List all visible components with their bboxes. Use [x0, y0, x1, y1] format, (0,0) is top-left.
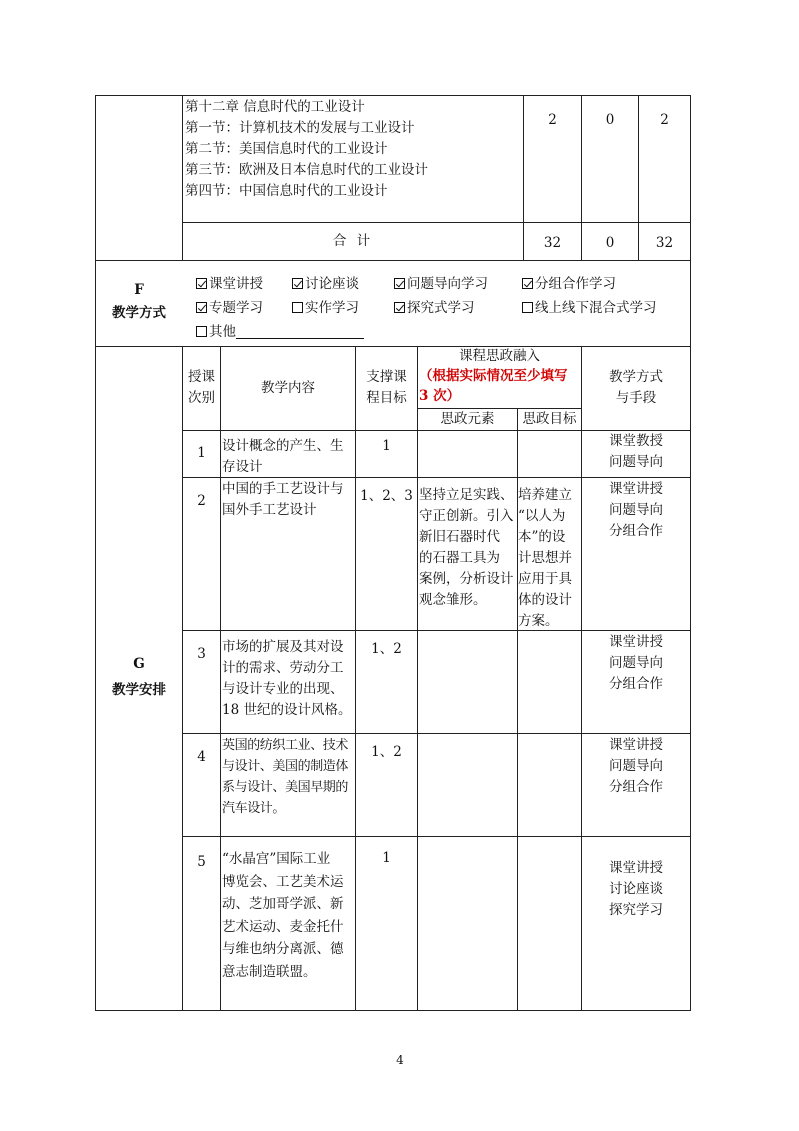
session-methods: 课堂讲授 讨论座谈 探究学习 — [609, 860, 663, 918]
session-number: 5 — [197, 854, 206, 870]
session-methods: 课堂教授 问题导向 — [609, 433, 663, 470]
method-option[interactable]: 实作学习 — [292, 298, 359, 319]
chapter-hours-total: 2 — [548, 112, 557, 128]
header-ideology-note: （根据实际情况至少填写 — [419, 368, 568, 384]
checkbox-checked-icon[interactable] — [196, 278, 207, 289]
session-number: 2 — [197, 493, 206, 509]
section-g-letter: G — [133, 656, 145, 672]
session-methods: 课堂讲授 问题导向 分组合作 — [609, 737, 663, 795]
chapter-section: 第四节：中国信息时代的工业设计 — [185, 183, 388, 199]
total-hours-theory: 32 — [655, 235, 674, 251]
checkbox-checked-icon[interactable] — [522, 278, 533, 289]
checkbox-checked-icon[interactable] — [196, 302, 207, 313]
session-methods: 课堂讲授 问题导向 分组合作 — [609, 481, 663, 539]
checkbox-checked-icon[interactable] — [394, 278, 405, 289]
chapter-section: 第一节：计算机技术的发展与工业设计 — [185, 120, 415, 136]
header-ideology-note: 3 次） — [419, 388, 461, 404]
method-option[interactable]: 探究式学习 — [394, 298, 475, 319]
checkbox-unchecked-icon[interactable] — [522, 302, 533, 313]
session-goal: 1、2、3 — [360, 488, 413, 504]
section-g-title: 教学安排 — [112, 682, 166, 698]
ideology-elements: 坚持立足实践、 守正创新。引入 新旧石器时代 的石器工具为 案例，分析设计 观念雏形。 — [419, 487, 514, 608]
checkbox-checked-icon[interactable] — [292, 278, 303, 289]
header-goal: 支撑课 程目标 — [366, 369, 407, 406]
session-methods: 课堂讲授 问题导向 分组合作 — [609, 634, 663, 692]
chapter-section: 第三节：欧洲及日本信息时代的工业设计 — [185, 162, 428, 178]
header-method: 教学方式 与手段 — [609, 369, 663, 406]
header-session: 授课 次别 — [188, 369, 215, 406]
checkbox-unchecked-icon[interactable] — [292, 302, 303, 313]
method-option[interactable]: 问题导向学习 — [394, 274, 488, 295]
method-option[interactable]: 课堂讲授 — [196, 274, 263, 295]
session-goal: 1 — [382, 850, 391, 866]
checkbox-unchecked-icon[interactable] — [196, 326, 207, 337]
method-option[interactable]: 专题学习 — [196, 298, 263, 319]
method-option[interactable]: 线上线下混合式学习 — [522, 298, 657, 319]
other-blank-line[interactable] — [236, 324, 364, 339]
session-number: 1 — [197, 445, 206, 461]
header-content: 教学内容 — [261, 380, 315, 396]
method-option[interactable]: 分组合作学习 — [522, 274, 616, 295]
chapter-hours-practice: 0 — [605, 112, 615, 128]
checkbox-checked-icon[interactable] — [394, 302, 405, 313]
header-elements: 思政元素 — [440, 411, 495, 427]
session-content: 英国的纺织工业、技术 与设计、美国的制造体 系与设计、美国早期的 汽车设计。 — [222, 738, 349, 816]
section-f-letter: F — [134, 282, 144, 298]
chapter-title: 第十二章 信息时代的工业设计 — [185, 99, 365, 115]
header-ideology: 课程思政融入 — [459, 348, 540, 364]
method-option[interactable]: 讨论座谈 — [292, 274, 359, 295]
chapter-section: 第二节：美国信息时代的工业设计 — [185, 141, 388, 157]
session-content: 市场的扩展及其对设 计的需求、劳动分工 与设计专业的出现、 18 世纪的设计风格。 — [222, 639, 352, 718]
page-number: 4 — [396, 1053, 404, 1067]
session-number: 4 — [197, 749, 206, 765]
chapter-hours-theory: 2 — [660, 112, 669, 128]
total-hours-practice: 0 — [605, 235, 615, 251]
session-goal: 1、2 — [371, 641, 402, 657]
session-content: “水晶宫”国际工业 博览会、工艺美术运 动、芝加哥学派、新 艺术运动、麦金托什 与维也纳分离派、德 意志制造联盟。 — [222, 851, 344, 980]
total-hours-total: 32 — [543, 235, 562, 251]
header-targets: 思政目标 — [522, 411, 577, 427]
total-label: 合 计 — [332, 233, 374, 249]
session-content: 设计概念的产生、生 存设计 — [222, 438, 344, 475]
session-number: 3 — [197, 646, 206, 662]
section-f-title: 教学方式 — [112, 305, 166, 321]
chapter-cell — [185, 97, 520, 202]
method-option-other[interactable]: 其他 — [196, 322, 364, 343]
session-goal: 1、2 — [371, 744, 402, 760]
session-content: 中国的手工艺设计与 国外手工艺设计 — [222, 481, 344, 518]
session-goal: 1 — [382, 438, 391, 454]
ideology-targets: 培养建立 “以人为 本”的设 计思想并 应用于具 体的设计 方案。 — [518, 487, 572, 629]
